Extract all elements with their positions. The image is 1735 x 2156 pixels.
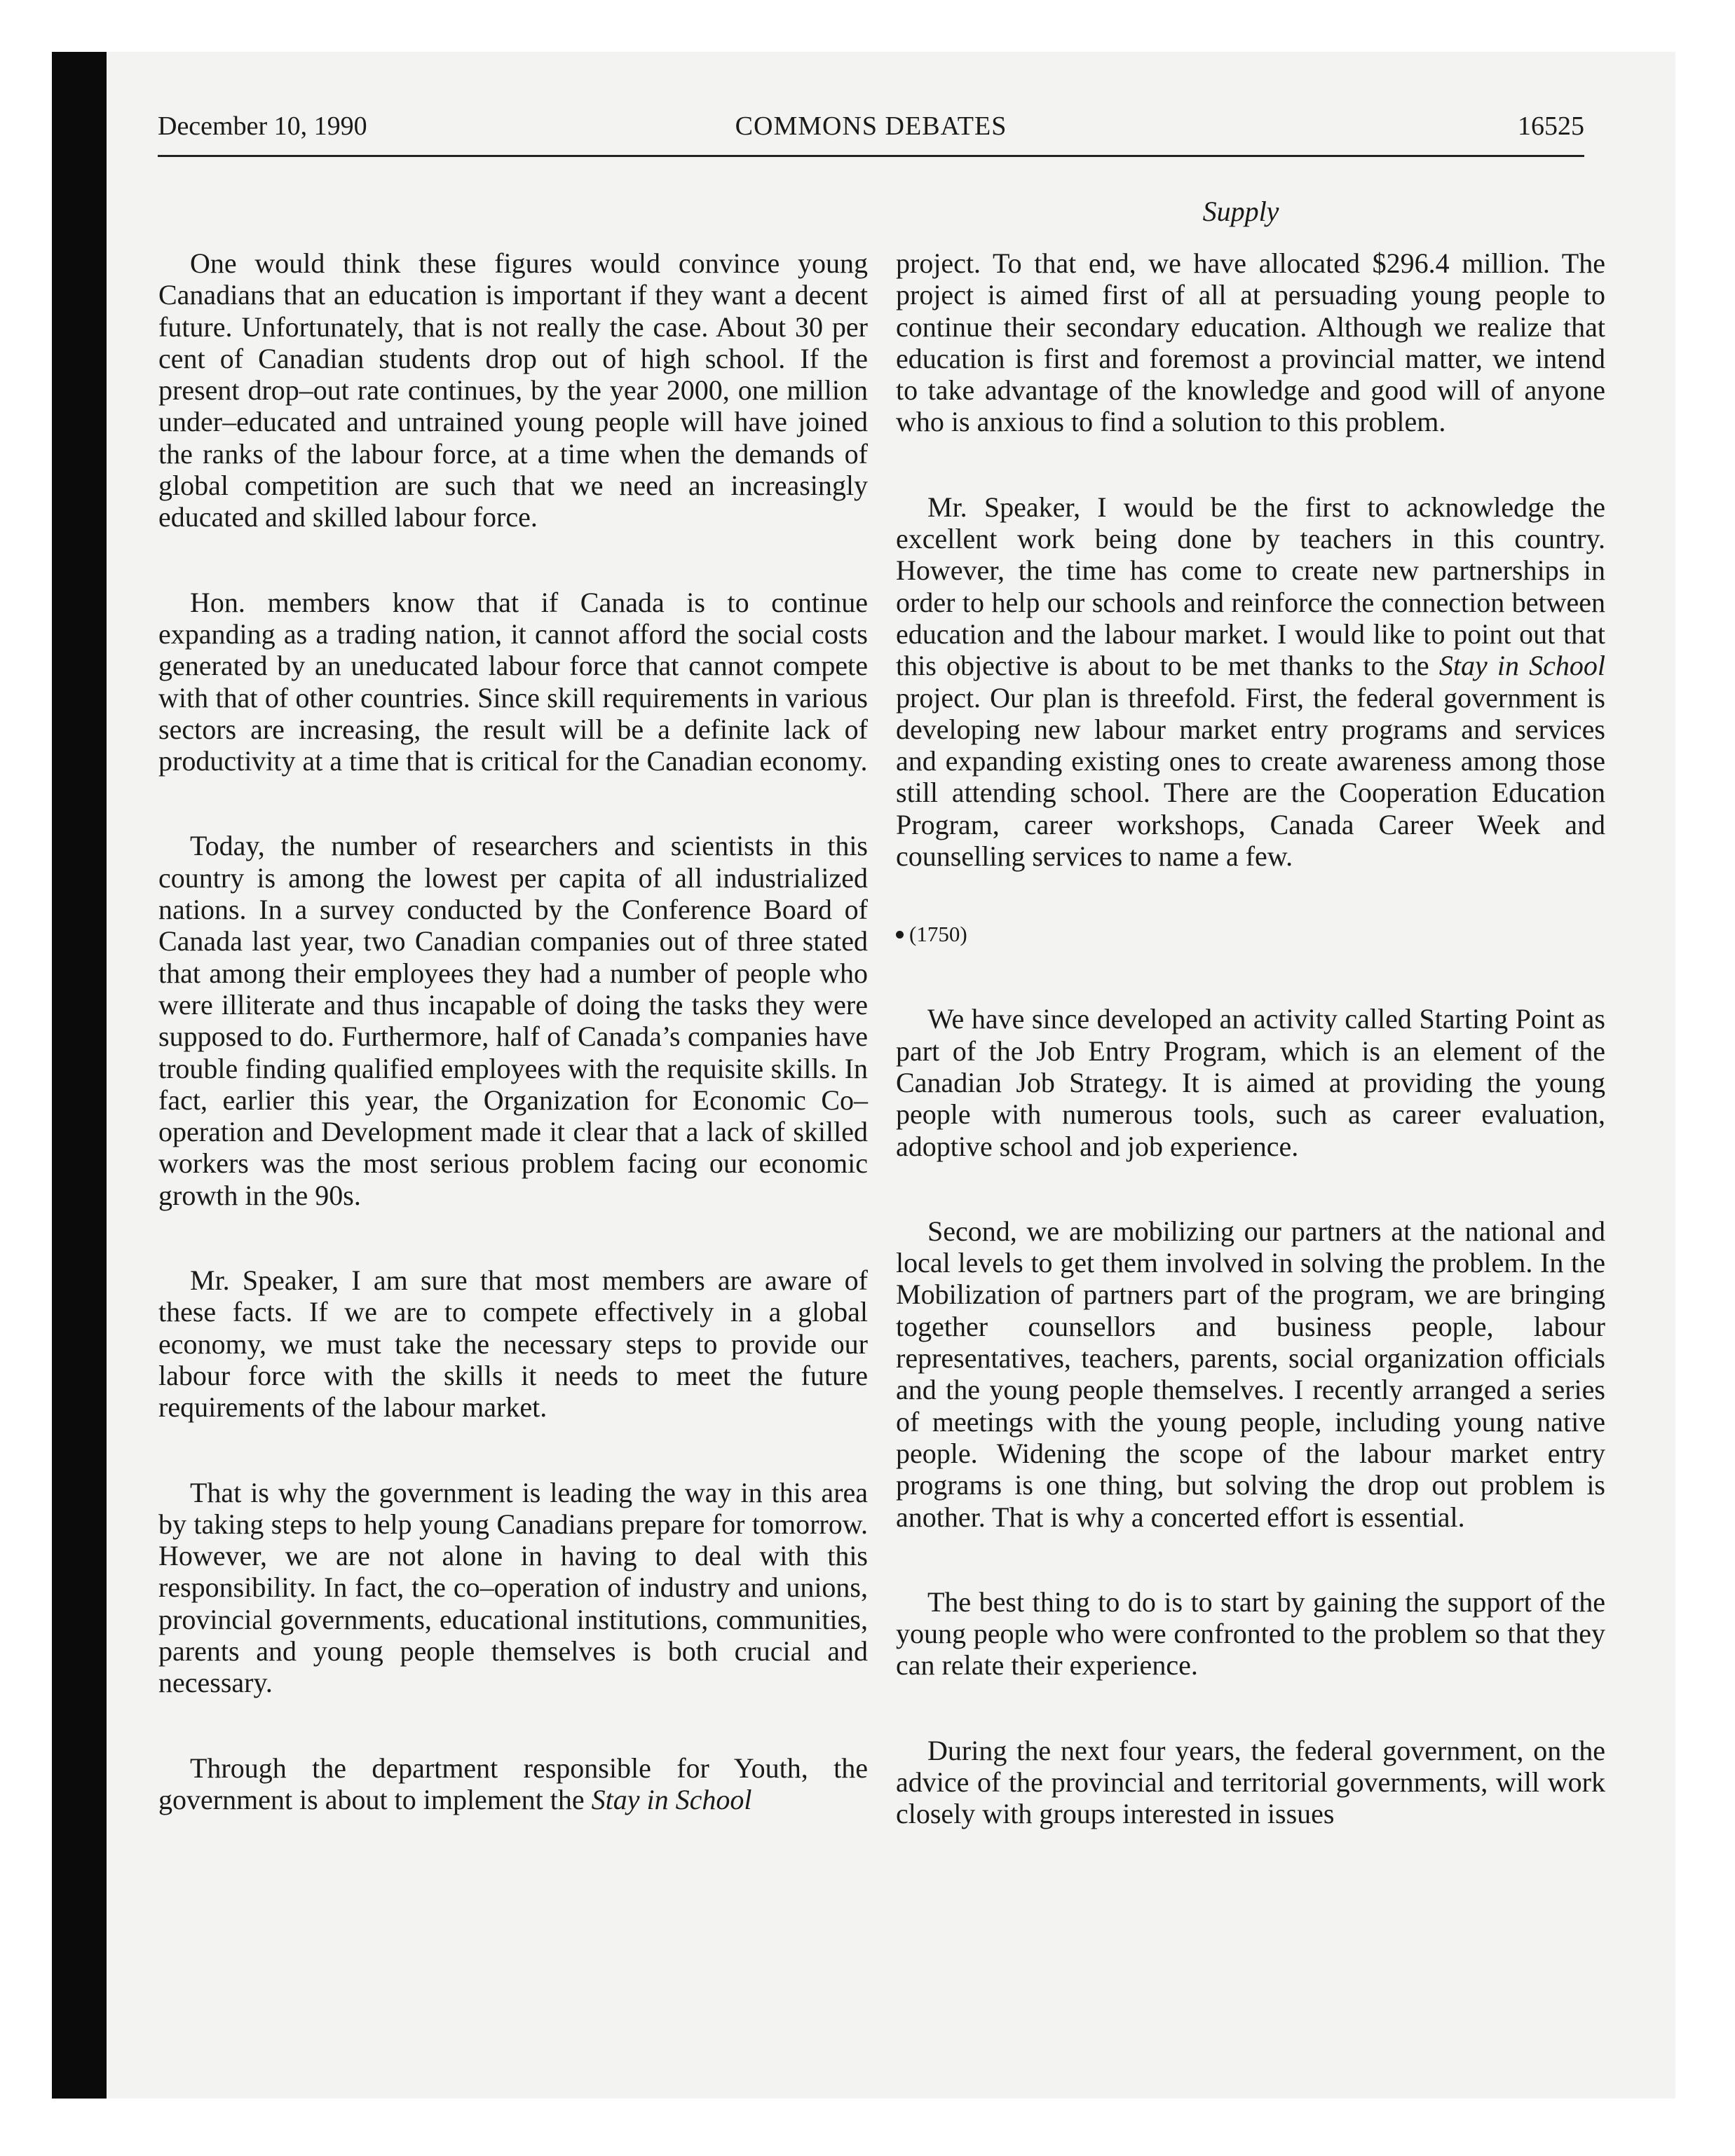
paragraph: Today, the number of researchers and scientists in this country is among the lowest per capita of all industrialized nations. In a survey conducted by the Conference Board of Canada last year, two Canadian companies out of three stated that among their employees they had a number of people who were illiterate and thus incapable of doing the tasks they were supposed to do. Furthermore, half of Canada’s companies have trouble finding qualified employees with the requisite skills. In fact, earlier this year, the Organization for Economic Co–operation and Development made it clear that a lack of skilled workers was the most serious problem facing our economic growth in the 90s. <box>158 830 868 1211</box>
header-date: December 10, 1990 <box>158 111 367 141</box>
time-stamp <box>896 918 1605 950</box>
program-name: Stay in School <box>591 1783 752 1815</box>
paragraph: Hon. members know that if Canada is to continue expanding as a trading nation, it cannot afford the social costs generated by an uneducated labour force that cannot compete with that of other countries. Since skill requirements in various sectors are increasing, the result will be a definite lack of productivity at a time that is critical for the Canadian economy. <box>158 586 868 777</box>
header-journal-title: COMMONS DEBATES <box>735 111 1007 141</box>
time-stamp-text: (1750) <box>909 922 967 947</box>
left-column <box>158 247 868 1869</box>
paragraph <box>158 1752 868 1816</box>
paragraph: The best thing to do is to start by gaining the support of the young people who were confronted to the problem so that they can relate their experience. <box>896 1585 1605 1681</box>
paragraph: Mr. Speaker, I am sure that most members are aware of these facts. If we are to compete effectively in a global economy, we must take the necessary steps to provide our labour force with the skills it needs to meet the future requirements of the labour market. <box>158 1264 868 1424</box>
paragraph <box>896 491 1605 873</box>
bullet-icon <box>896 931 904 939</box>
paragraph-text: Mr. Speaker, I would be the first to acknowledge the excellent work being done by teachers in this country. However, the time has come to create new partnerships in order to help our schools and reinforce the connection between education and the labour market. I would like to point out that this objective is about to be met thanks to the <box>896 491 1605 682</box>
section-title: Supply <box>1202 196 1279 227</box>
header-page-number: 16525 <box>1518 111 1584 141</box>
binding-shadow <box>52 52 107 2099</box>
paragraph-text: Through the department responsible for Youth, the government is about to implement the <box>158 1752 868 1815</box>
header-rule <box>158 155 1584 157</box>
paragraph: Second, we are mobilizing our partners at the national and local levels to get them involved in solving the problem. In the Mobilization of partners part of the program, we are bringing together counsellors and business people, labour representatives, teachers, parents, social organization officials and the young people themselves. I recently arranged a series of meetings with the young people, including young native people. Widening the scope of the labour market entry programs is one thing, but solving the drop out problem is another. That is why a concerted effort is essential. <box>896 1215 1605 1533</box>
paragraph-continued: project. To that end, we have allocated $296.4 million. The project is aimed first of all at persuading young people to continue their secondary education. Although we realize that education is first and foremost a provincial matter, we intend to take advantage of the knowledge and good will of anyone who is anxious to find a solution to this problem. <box>896 247 1605 438</box>
running-header <box>158 111 1584 151</box>
paragraph: One would think these figures would convince young Canadians that an education is important if they want a decent future. Unfortunately, that is not really the case. About 30 per cent of Canadian students drop out of high school. If the present drop–out rate continues, by the year 2000, one million under–educated and untrained young people will have joined the ranks of the labour force, at a time when the demands of global competition are such that we need an increasingly educated and skilled labour force. <box>158 247 868 533</box>
paragraph: That is why the government is leading the way in this area by taking steps to help young Canadians prepare for tomorrow. However, we are not alone in having to deal with this responsibility. In fact, the co–operation of industry and unions, provincial governments, educational institutions, communities, parents and young people themselves is both crucial and necessary. <box>158 1476 868 1699</box>
right-column <box>896 247 1605 1883</box>
paragraph: We have since developed an activity called Starting Point as part of the Job Entry Program, which is an element of the Canadian Job Strategy. It is aimed at providing the young people with numerous tools, such as career evaluation, adoptive school and job experience. <box>896 1003 1605 1162</box>
paragraph-text: project. Our plan is threefold. First, the federal government is developing new labour market entry programs and services and expanding existing ones to create awareness among those still attending school. There are the Cooperation Education Program, career workshops, Canada Career Week and counselling services to name a few. <box>896 681 1605 873</box>
program-name: Stay in School <box>1438 650 1605 682</box>
paragraph: During the next four years, the federal government, on the advice of the provincial and territorial governments, will work closely with groups interested in issues <box>896 1734 1605 1830</box>
